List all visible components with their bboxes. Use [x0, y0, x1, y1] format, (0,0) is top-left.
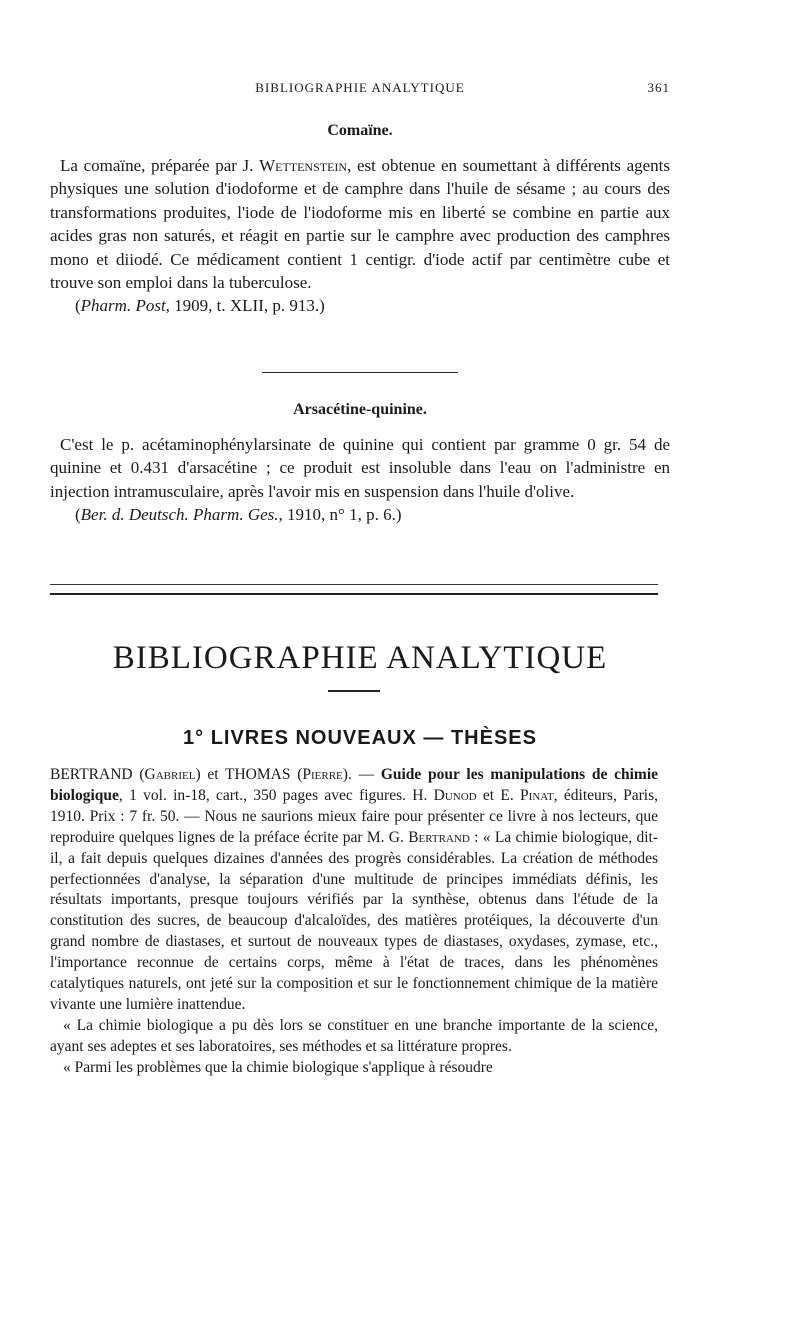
preface-author: Bertrand: [408, 828, 470, 846]
citation: (Ber. d. Deutsch. Pharm. Ges., 1910, n° 1, p. 6.): [75, 505, 402, 525]
section-comaine: [50, 122, 670, 318]
author-name: Wettenstein: [259, 156, 348, 175]
citation-details: , 1910, n° 1, p. 6.): [278, 505, 402, 525]
section-separator: [262, 372, 458, 373]
entry-text: et E.: [476, 786, 521, 804]
subtitle: 1° LIVRES NOUVEAUX — THÈSES: [183, 727, 537, 749]
author-name: BERTRAND: [50, 766, 133, 783]
section-title: Arsacétine-quinine.: [293, 401, 427, 418]
paragraph-text: , est obtenue en soumettant à différents agents physiques une solution d'iodoforme et de camphre dans l'huile de sésame ; au cours des transformations produites, l'iode de l'iodoforme mis en liberté se combine en partie aux acides gras non saturés, et réagit en partie sur le camphre avec production des camphres mono et diiodé. Ce médicament contient 1 centigr. d'iode actif par centimètre cube et trouve son emploi dans la tuberculose.: [50, 156, 670, 293]
entry-text: , 1 vol. in-18, cart., 350 pages avec figures. H.: [118, 786, 434, 804]
section-paragraph: [50, 154, 670, 294]
running-head: [50, 80, 670, 100]
author-first-name: Pierre: [302, 766, 343, 783]
page-number: 361: [647, 80, 670, 95]
bibliography-entry: [50, 765, 658, 1079]
running-head-title: BIBLIOGRAPHIE ANALYTIQUE: [255, 80, 465, 95]
publisher-name: Pinat: [520, 786, 554, 804]
citation-journal: Ber. d. Deutsch. Pharm. Ges.: [80, 505, 279, 525]
book-title: Guide pour les manipulations de chimie biologique: [50, 766, 659, 804]
entry-paragraph: BERTRAND (Gabriel) et THOMAS (Pierre). — Guide pour les manipulations de chimie biologique, 1 vol. in-18, cart., 350 pages avec figures. H. Dunod et E. Pinat, éditeurs, Paris, 1910. Prix : 7 fr. 50. — Nous ne saurions mieux faire pour présenter ce livre à nos lecteurs, que reproduire quelques lignes de la préface écrite par M. G. Bertrand : « La chimie biologique, dit-il, a fait depuis quelques dizaines d'années des progrès considérables. La création de méthodes perfectionnées d'analyse, la séparation d'une multitude de principes immédiats définis, les résultats importants, presque toujours vérifiés par la synthèse, obtenus dans l'étude de la constitution des sucres, de beaucoup d'alcaloïdes, des matières protéiques, la découverte d'un grand nombre de diastases, et surtout de nouveaux types de diastases, oxydases, zymase, etc., l'importance reconnue de certains corps, même à l'état de traces, dans les phénomènes catalytiques naturels, ont jeté sur la composition et sur le fonctionnement chimique de la matière vivante une lumière inattendue.: [50, 766, 659, 1013]
main-title: BIBLIOGRAPHIE ANALYTIQUE: [112, 640, 608, 676]
entry-text: , éditeurs, Paris, 1910. Prix : 7 fr. 50. — Nous ne saurions mieux faire pour présenter ce livre à nos lecteurs, que reproduire quelques lignes de la préface écrite par M. G.: [50, 786, 658, 846]
author-first-name: Gabriel: [144, 766, 196, 783]
quote-paragraph: « La chimie biologique a pu dès lors se constituer en une branche importante de la science, ayant ses adeptes et ses laboratoires, ses méthodes et sa littérature propres.: [50, 1016, 658, 1055]
citation-details: , 1909, t. XLII, p. 913.): [165, 296, 325, 316]
double-rule: [50, 584, 658, 595]
rule-thick: [50, 593, 658, 595]
publisher-name: Dunod: [433, 786, 477, 804]
connector-text: . —: [347, 766, 381, 783]
section-paragraph: C'est le p. acétaminophénylarsinate de quinine qui contient par gramme 0 gr. 54 de quinine et 0.431 d'arsacétine ; ce produit est insoluble dans l'eau on l'administre en injection intramusculaire, après l'avoir mis en suspension dans l'huile d'olive.: [50, 435, 670, 501]
section-title: Comaïne.: [327, 122, 393, 139]
paragraph-text: La comaïne, préparée par J.: [60, 156, 260, 175]
citation-journal: Pharm. Post: [80, 296, 166, 316]
section-arsacetine: [50, 401, 670, 527]
author-name: THOMAS: [225, 766, 291, 783]
connector-text: et: [200, 766, 226, 783]
quote-paragraph: « Parmi les problèmes que la chimie biologique s'applique à résoudre: [63, 1058, 493, 1076]
title-underline: [328, 690, 380, 692]
quote-text: : « La chimie biologique, dit-il, a fait depuis quelques dizaines d'années des progrès considérables. La création de méthodes perfectionnées d'analyse, la séparation d'une multitude de principes immédiats définis, les résultats importants, presque toujours vérifiés par la synthèse, obtenus dans l'étude de la constitution des sucres, de beaucoup d'alcaloïdes, des matières protéiques, la découverte d'un grand nombre de diastases, et surtout de nouveaux types de diastases, oxydases, zymase, etc., l'importance reconnue de certains corps, même à l'état de traces, dans les phénomènes catalytiques naturels, ont jeté sur la composition et sur le fonctionnement chimique de la matière vivante une lumière inattendue.: [50, 828, 658, 1013]
rule-thin: [50, 584, 658, 585]
citation: (Pharm. Post, 1909, t. XLII, p. 913.): [75, 296, 325, 316]
